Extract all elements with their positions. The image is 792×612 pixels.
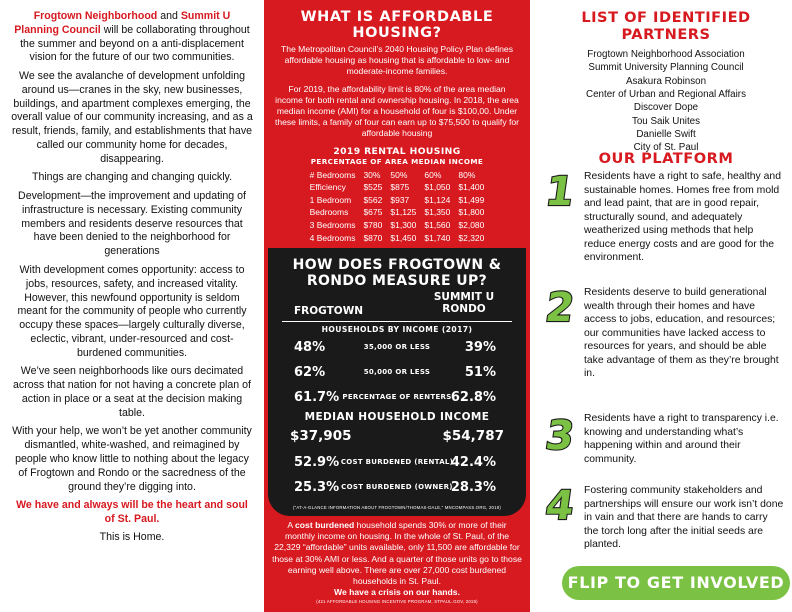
rental-cell: 3 Bedrooms	[309, 220, 356, 231]
summit-u-value: 62.8%	[450, 390, 496, 406]
partner-item: Center of Urban and Regional Affairs	[586, 88, 746, 100]
rental-header-row	[306, 168, 489, 181]
partner-item: Danielle Swift	[636, 128, 696, 140]
frogtown-value: 62%	[294, 365, 326, 381]
org-summit-u: Summit U Planning Council	[14, 10, 231, 36]
numeral-graphic	[542, 414, 576, 454]
rental-cell: $875	[390, 182, 410, 193]
platform-number-4	[542, 484, 576, 524]
income-row	[268, 359, 526, 384]
rental-cell: $937	[390, 194, 410, 205]
measure-up-column-heads	[268, 291, 526, 321]
rental-cell: $1,124	[424, 194, 451, 205]
rental-housing-table	[306, 168, 489, 244]
affordable-housing-panel	[264, 0, 530, 612]
rental-cell: Efficiency	[309, 182, 346, 193]
median-income-frogtown: $37,905	[290, 428, 352, 445]
rental-header-cell: # Bedrooms	[309, 169, 356, 180]
metric-label: COST BURDENED (RENTAL)	[340, 458, 454, 467]
rental-row	[306, 219, 489, 232]
col-summit-u-rondo: SUMMIT U RONDO	[433, 291, 495, 316]
rental-cell: $2,080	[458, 220, 485, 231]
numeral-graphic	[542, 170, 576, 210]
paragraph-decimated: We’ve seen neighborhoods like ours decimated across that nation for not having a concrete plan of action in place or a seat at the decision making table.	[13, 365, 251, 419]
rental-header-cell: 60%	[424, 169, 442, 180]
frogtown-value: 25.3%	[294, 480, 340, 496]
intro-column	[10, 10, 254, 550]
income-rows	[268, 334, 526, 409]
metric-label: 50,000 OR LESS	[363, 368, 431, 377]
rental-cell: $780	[363, 220, 383, 231]
rental-row	[306, 181, 489, 194]
partner-item: Discover Dope	[633, 102, 699, 114]
numeral-graphic	[542, 286, 576, 326]
col-frogtown: FROGTOWN	[294, 305, 364, 318]
rental-row	[306, 206, 489, 219]
platform-text: Residents deserve to build generational wealth through their homes and have access to jobs, education, and resources; our communities have lacked access to resources for years, and should be able take advantage of them as they’re brought in.	[584, 287, 779, 380]
met-council-definition: The Metropolitan Council’s 2040 Housing Policy Plan defines affordable housing as housing that is affordable to low- and moderate-income families.	[280, 44, 513, 77]
median-income-row	[268, 423, 526, 449]
summit-u-value: 39%	[464, 340, 496, 356]
rental-row	[306, 194, 489, 207]
partners-list	[540, 48, 792, 155]
numeral-text: 3	[542, 414, 576, 454]
frogtown-value: 48%	[294, 340, 326, 356]
closing-statement: We have and always will be the heart and soul of St. Paul.	[16, 499, 248, 526]
divider	[282, 321, 512, 322]
platform-text: Residents have a right to transparency i.e. knowing and understanding what’s happening within and around their community.	[584, 413, 779, 465]
cost-burden-row	[268, 449, 526, 474]
rental-cell: $1,450	[390, 232, 417, 243]
paragraph-development: Development—the improvement and updating of infrastructure is necessary. Existing community members and residents deserve resources that have been denied to the neighborhood for generations	[18, 190, 246, 258]
median-household-income-label: MEDIAN HOUSEHOLD INCOME	[304, 411, 490, 424]
intro-paragraph: Frogtown Neighborhood and Summit U Planning Council will be collaborating throughout the summer and beyond on a anti-displacement vision for the future of our two communities.	[14, 10, 250, 64]
metric-label: COST BURDENED (OWNER)	[341, 483, 453, 492]
cost-burden-rows	[268, 449, 526, 499]
rental-housing-subtitle: PERCENTAGE OF AREA MEDIAN INCOME	[310, 157, 484, 167]
rental-cell: $562	[363, 194, 383, 205]
cost-burden-explanation: A cost burdened household spends 30% or more of their monthly income on housing. In the whole of St. Paul, of the 22,329 “affordable” units available, only 11,500 are affordable for those at 30% AMI or less. And a quarter of those units go to those earning well above. There are over 27,000 cost burdened households in St. Paul. We have a crisis on our hands. (421 AFFORDABLE HOUSING INCENTIVE PROGRAM, STPAUL.GOV, 2019)	[272, 520, 522, 605]
cost-burdened-term: cost burdened	[295, 520, 355, 530]
platform-number-3	[542, 414, 576, 454]
rental-cell: $1,499	[458, 194, 485, 205]
metric-label: PERCENTAGE OF RENTERS	[342, 393, 452, 402]
rental-cell: $1,125	[390, 207, 417, 218]
rental-housing-title: 2019 RENTAL HOUSING	[333, 146, 461, 158]
rental-cell: 1 Bedroom	[309, 194, 352, 205]
numeral-text: 1	[542, 170, 576, 210]
income-row	[268, 334, 526, 359]
numeral-text: 4	[542, 484, 576, 524]
rental-cell: $1,350	[424, 207, 451, 218]
metric-label: 35,000 OR LESS	[363, 343, 431, 352]
numeral-text: 2	[542, 286, 576, 326]
rental-cell: 4 Bedrooms	[309, 232, 356, 243]
cost-burden-row	[268, 474, 526, 499]
rental-cell: $675	[363, 207, 383, 218]
paragraph-your-help: With your help, we won’t be yet another community dismantled, white-washed, and reimagined by people who know little to nothing about the legacy of Frogtown and Rondo or the sacredness of the ground they’re digging into.	[12, 425, 252, 493]
rental-header-cell: 30%	[363, 169, 381, 180]
rental-row	[306, 231, 489, 244]
rental-header-cell: 50%	[390, 169, 408, 180]
partner-item: Frogtown Neighborhood Association	[587, 49, 745, 60]
rental-cell: Bedrooms	[309, 207, 349, 218]
rental-cell: $1,560	[424, 220, 451, 231]
paragraph-opportunity: With development comes opportunity: access to jobs, resources, safety, and increased vitality. However, this newfound opportunity is seldom meant for the community of people who currently occupy these spaces—largely culturally diverse, eclectic, vibrant, under-resourced and cost-burdened communities.	[17, 264, 247, 359]
rental-cell: $870	[363, 232, 383, 243]
rental-cell: $1,300	[390, 220, 417, 231]
numeral-graphic	[542, 484, 576, 524]
partner-item: Asakura Robinson	[625, 75, 707, 87]
summit-u-value: 28.3%	[450, 480, 496, 496]
affordability-limit-text: For 2019, the affordability limit is 80% of the area median income for both rental and ownership housing. In 2018, the area median income (AMI) for a household of four is $100,00. Under these limits, a family of four can earn up to $75,500 to qualify for affordable housing	[274, 83, 520, 139]
paragraph-changing: Things are changing and changing quickly.	[31, 171, 233, 184]
rental-cell: $1,050	[424, 182, 451, 193]
partners-heading: LIST OF IDENTIFIED PARTNERS	[581, 9, 751, 43]
partner-item: City of St. Paul	[633, 142, 699, 154]
frogtown-value: 52.9%	[294, 455, 340, 471]
crisis-statement: We have a crisis on our hands.	[334, 587, 460, 598]
platform-heading: OUR PLATFORM	[598, 150, 734, 167]
platform-text: Residents have a right to safe, healthy and sustainable homes. Homes free from mold and lead paint, that are in good repair, structurally sound, and adequately weatherized using methods that help reduce energy costs and are good for the environment.	[584, 171, 781, 264]
platform-number-1	[542, 170, 576, 210]
rental-cell: $1,740	[424, 232, 451, 243]
measure-up-box	[268, 248, 526, 516]
burden-source: (421 AFFORDABLE HOUSING INCENTIVE PROGRAM, STPAUL.GOV, 2019)	[316, 599, 478, 605]
summit-u-value: 51%	[464, 365, 496, 381]
flip-to-get-involved-banner: FLIP TO GET INVOLVED	[562, 566, 790, 600]
median-income-summit-u: $54,787	[442, 428, 504, 445]
rental-cell: $525	[363, 182, 383, 193]
partner-item: Tou Saik Unites	[631, 115, 701, 127]
rental-cell: $1,800	[458, 207, 485, 218]
rental-cell: $2,320	[458, 232, 485, 243]
partners-platform-column	[540, 0, 792, 612]
income-row	[268, 384, 526, 409]
rental-cell: $1,400	[458, 182, 485, 193]
org-frogtown: Frogtown Neighborhood	[33, 10, 158, 22]
paragraph-avalanche: We see the avalanche of development unfolding around us—cranes in the sky, new businesses, buildings, and apartment complexes emerging, the overall value of our community increasing, and as a result, friends, family, and establishments that have called our community home for decades, disappearing.	[11, 70, 253, 165]
summit-u-value: 42.4%	[450, 455, 496, 471]
rental-header-cell: 80%	[458, 169, 476, 180]
households-by-income-label: HOUSEHOLDS BY INCOME (2017)	[321, 325, 473, 335]
measure-up-title: HOW DOES FROGTOWN & RONDO MEASURE UP?	[292, 257, 502, 289]
measure-up-source: ("AT-A-GLANCE INFORMATION ABOUT FROGTOWN/THOMAS-DALE," MNCOMPASS.ORG, 2019)	[293, 505, 501, 511]
this-is-home: This is Home.	[99, 530, 165, 543]
platform-number-2	[542, 286, 576, 326]
affordable-housing-heading: WHAT IS AFFORDABLE HOUSING?	[300, 9, 494, 41]
partner-item: Summit University Planning Council	[588, 62, 744, 74]
frogtown-value: 61.7%	[294, 390, 340, 406]
platform-text: Fostering community stakeholders and partnerships will ensure our work isn’t done in vain and that there are hands to carry the torch long after the initial seeds are planted.	[584, 485, 784, 551]
